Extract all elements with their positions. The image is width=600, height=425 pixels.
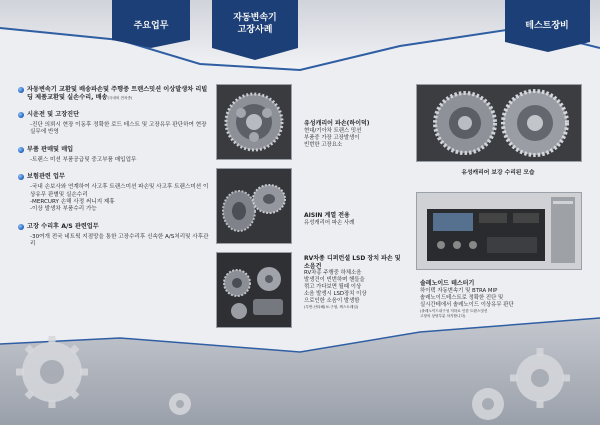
case-line: 발생건이 빈번하며 핸들을 <box>304 277 365 283</box>
case-title: AISIN 계열 전용 <box>304 212 350 219</box>
case-line: 부품중 가장 고장발생이 <box>304 134 360 141</box>
tester-title: 솔레노이드 테스터기 <box>420 280 475 287</box>
case-line: 꺾고 가다보면 될때 이상 <box>304 284 362 290</box>
case-note: (투싼-산타페(보-구형, 렉스트레일) <box>304 305 359 309</box>
service-item: -국내 손보사와 연계하여 사고후 트랜스미션 파손및 사고후 트랜스미션 이상유무 판별및 실손수리 <box>30 184 209 198</box>
bullet-icon <box>18 174 24 180</box>
service-title-text: 부품 판매및 매입 <box>27 145 74 153</box>
case-line: RV차종 주행중 하체소음 <box>304 270 362 276</box>
banner-main-work: 주요업무 <box>133 21 169 31</box>
tester-note: (솔레노이드내구성 저하로 인한 트랜스밋션 <box>420 308 488 313</box>
service-section <box>18 111 213 137</box>
service-title <box>18 173 213 181</box>
case-caption-lsd <box>304 255 408 310</box>
service-title-text: 시운전 및 고장진단 <box>27 111 80 118</box>
service-title <box>18 146 213 154</box>
case-caption-carrier <box>304 120 404 149</box>
reinforced-carrier-photo <box>416 84 582 162</box>
banner-test-equipment: 테스트장비 <box>525 21 569 31</box>
solenoid-tester-caption <box>420 280 580 319</box>
service-note: (국내외 전차종) <box>107 96 133 100</box>
solenoid-tester-photo <box>416 192 582 270</box>
carrier-reinforced-caption: 유성캐리어 보강 수리된 모습 <box>461 170 535 176</box>
case-line: 현대/기아차 트랜스 밋션 <box>304 127 362 134</box>
banner-transmission-failure <box>218 12 292 36</box>
case-line: 으로인한 소음이 발생함 <box>304 298 360 304</box>
banner-transmission-line2: 고장사례 <box>237 25 273 35</box>
service-section <box>18 146 213 164</box>
service-item: -이상 발생차 부품수리 가능 <box>30 206 97 213</box>
case-line: 빈번한 고장요소 <box>304 141 343 148</box>
service-title <box>18 111 213 119</box>
tester-line: 하이텍 자동변속기 및 BTRA MIP <box>420 287 498 294</box>
service-item: -트랜스 미션 부품공급및 중고부품 매입업무 <box>30 156 137 163</box>
tester-line: 솔레노이드테스트로 정확한 진단 및 <box>420 294 504 301</box>
service-item: -진단 의뢰시 현장 이동후 정확한 로드 테스트 및 고장유무 판단하여 현장 실무에 반영 <box>30 122 207 136</box>
banner-transmission-line1: 자동변속기 <box>233 13 277 23</box>
bullet-icon <box>18 112 24 118</box>
planetary-carrier-damage-photo <box>216 84 292 160</box>
tester-line: 실시간테에서 솔레노이드 이상유무 판단 <box>420 301 514 308</box>
case-title: RV차종 디퍼런셜 LSD 장치 파손 및 소음건 <box>304 255 401 270</box>
tester-note: 고장의 상당부분 차지합니다) <box>420 313 466 318</box>
service-item: -30여개 전국 네트웍 지점망을 통한 고장수리후 신속한 A/S처리및 사후관리 <box>30 233 209 248</box>
service-item: -MERCURY 손해 사정 써니지 제휴 <box>30 199 115 206</box>
case-line: 유성캐리어 파손 사례 <box>304 219 355 226</box>
lsd-differential-photo <box>216 252 292 328</box>
aisin-carrier-photo <box>216 168 292 244</box>
service-title-text: 고장 수리후 A/S 관련업무 <box>27 222 99 230</box>
service-section <box>18 173 213 214</box>
service-section <box>18 86 213 102</box>
bullet-icon <box>18 224 24 230</box>
service-title-text: 보험관련 업무 <box>27 173 66 181</box>
case-line: 소음 발생시 LSD장치 이상 <box>304 291 367 297</box>
service-title-text: 자동변속기 교환및 배송파손및 주행중 트랜스밋션 이상발생차 리빌딩 제품교환및 실손수리, 배송 <box>27 86 208 101</box>
service-title <box>18 86 213 102</box>
service-section <box>18 223 213 249</box>
service-title <box>18 223 213 231</box>
services-list <box>18 86 213 258</box>
bullet-icon <box>18 87 24 93</box>
bullet-icon <box>18 147 24 153</box>
case-title: 유성캐리어 파손(하이덕) <box>304 120 370 127</box>
case-caption-aisin <box>304 212 404 227</box>
